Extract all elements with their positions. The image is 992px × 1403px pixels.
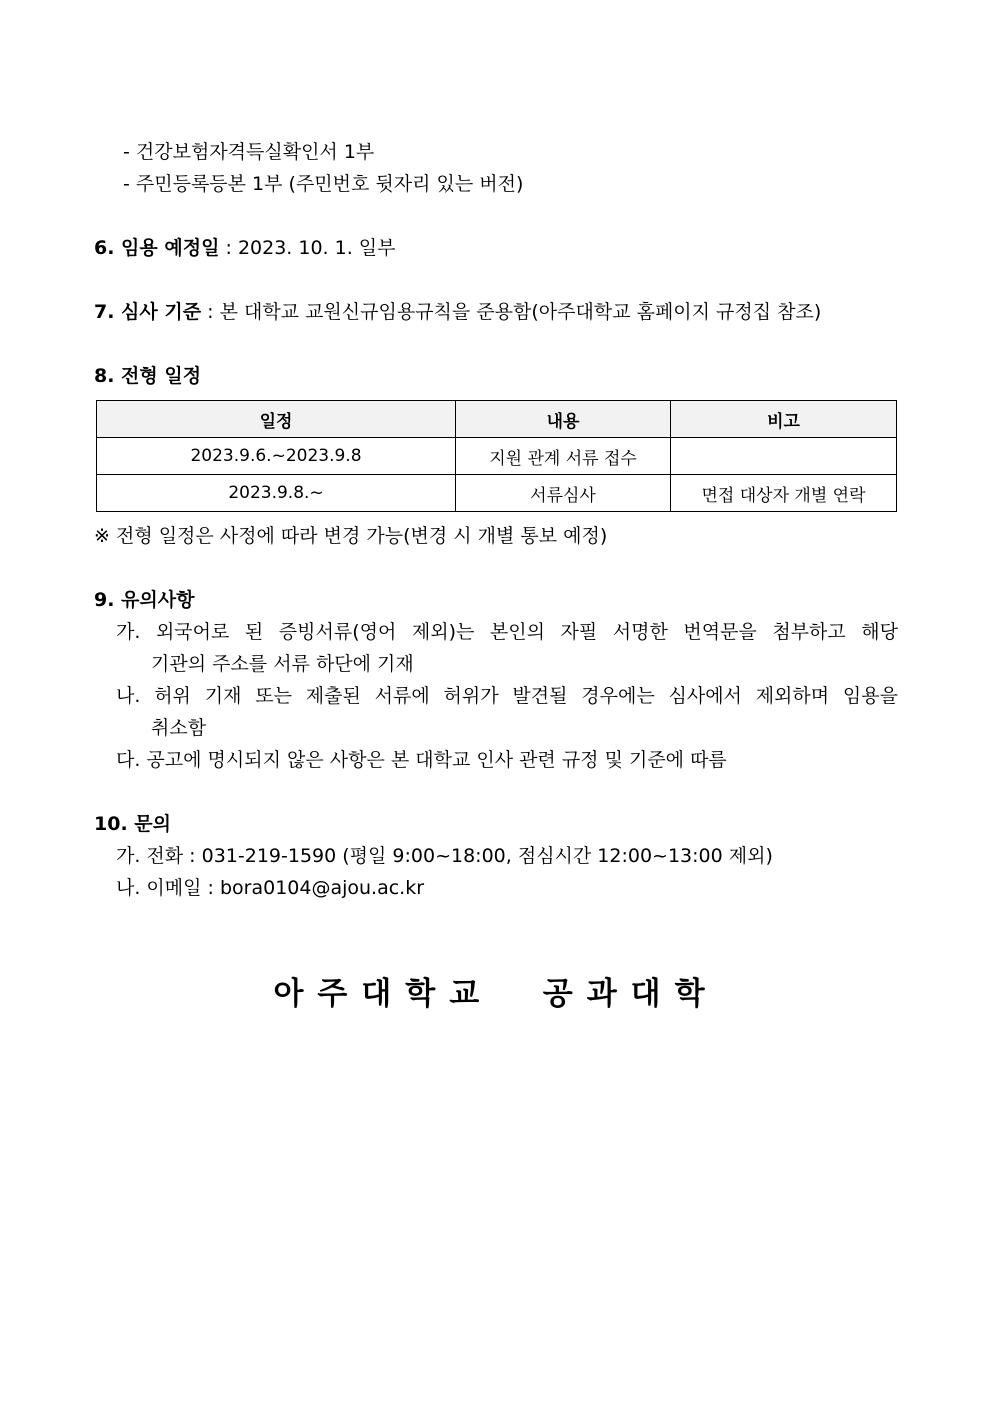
section-7-sep: : [201,301,220,323]
notice-item-a: 가. 외국어로 된 증빙서류(영어 제외)는 본인의 자필 서명한 번역문을 첨부하고 해당 [116,621,898,643]
table-cell: 2023.9.8.~ [97,475,456,512]
section-7-heading: 7. 심사 기준 [94,301,202,323]
table-cell: 지원 관계 서류 접수 [456,438,671,475]
schedule-table [96,400,897,512]
section-6-sep: : [219,237,238,259]
section-7 [94,300,821,324]
section-8-heading: 8. 전형 일정 [94,365,202,387]
table-header-row [97,401,897,438]
notice-item-b-cont: 취소함 [151,717,207,739]
table-row [97,475,897,512]
issuer-signature: 아주대학교 공과대학 [273,976,719,1012]
table-cell: 면접 대상자 개별 연락 [671,475,897,512]
section-9-heading: 9. 유의사항 [94,589,195,611]
table-cell: 2023.9.6.~2023.9.8 [97,438,456,475]
section-10-heading: 10. 문의 [94,813,171,835]
notice-item-b: 나. 허위 기재 또는 제출된 서류에 허위가 발견될 경우에는 심사에서 제외하며 임용을 [116,685,898,707]
section-6-text: 2023. 10. 1. 일부 [237,237,396,259]
notice-item-a-cont: 기관의 주소를 서류 하단에 기재 [151,653,414,675]
section-6 [94,236,396,260]
list-item-insurance: - 건강보험자격득실확인서 1부 [123,141,375,163]
notice-item-c: 다. 공고에 명시되지 않은 사항은 본 대학교 인사 관련 규정 및 기준에 따름 [116,749,727,771]
contact-phone: 가. 전화 : 031-219-1590 (평일 9:00~18:00, 점심시간 12:00~13:00 제외) [116,845,773,867]
table-row [97,438,897,475]
schedule-note: ※ 전형 일정은 사정에 따라 변경 가능(변경 시 개별 통보 예정) [94,525,608,547]
contact-email: 나. 이메일 : bora0104@ajou.ac.kr [116,877,425,899]
table-cell: 서류심사 [456,475,671,512]
section-6-heading: 6. 임용 예정일 [94,237,220,259]
section-7-text: 본 대학교 교원신규임용규칙을 준용함(아주대학교 홈페이지 규정집 참조) [219,301,822,323]
list-item-resident-register: - 주민등록등본 1부 (주민번호 뒷자리 있는 버전) [123,173,524,195]
table-header-note: 비고 [671,401,897,438]
table-header-content: 내용 [456,401,671,438]
table-header-date: 일정 [97,401,456,438]
table-cell [671,438,897,475]
